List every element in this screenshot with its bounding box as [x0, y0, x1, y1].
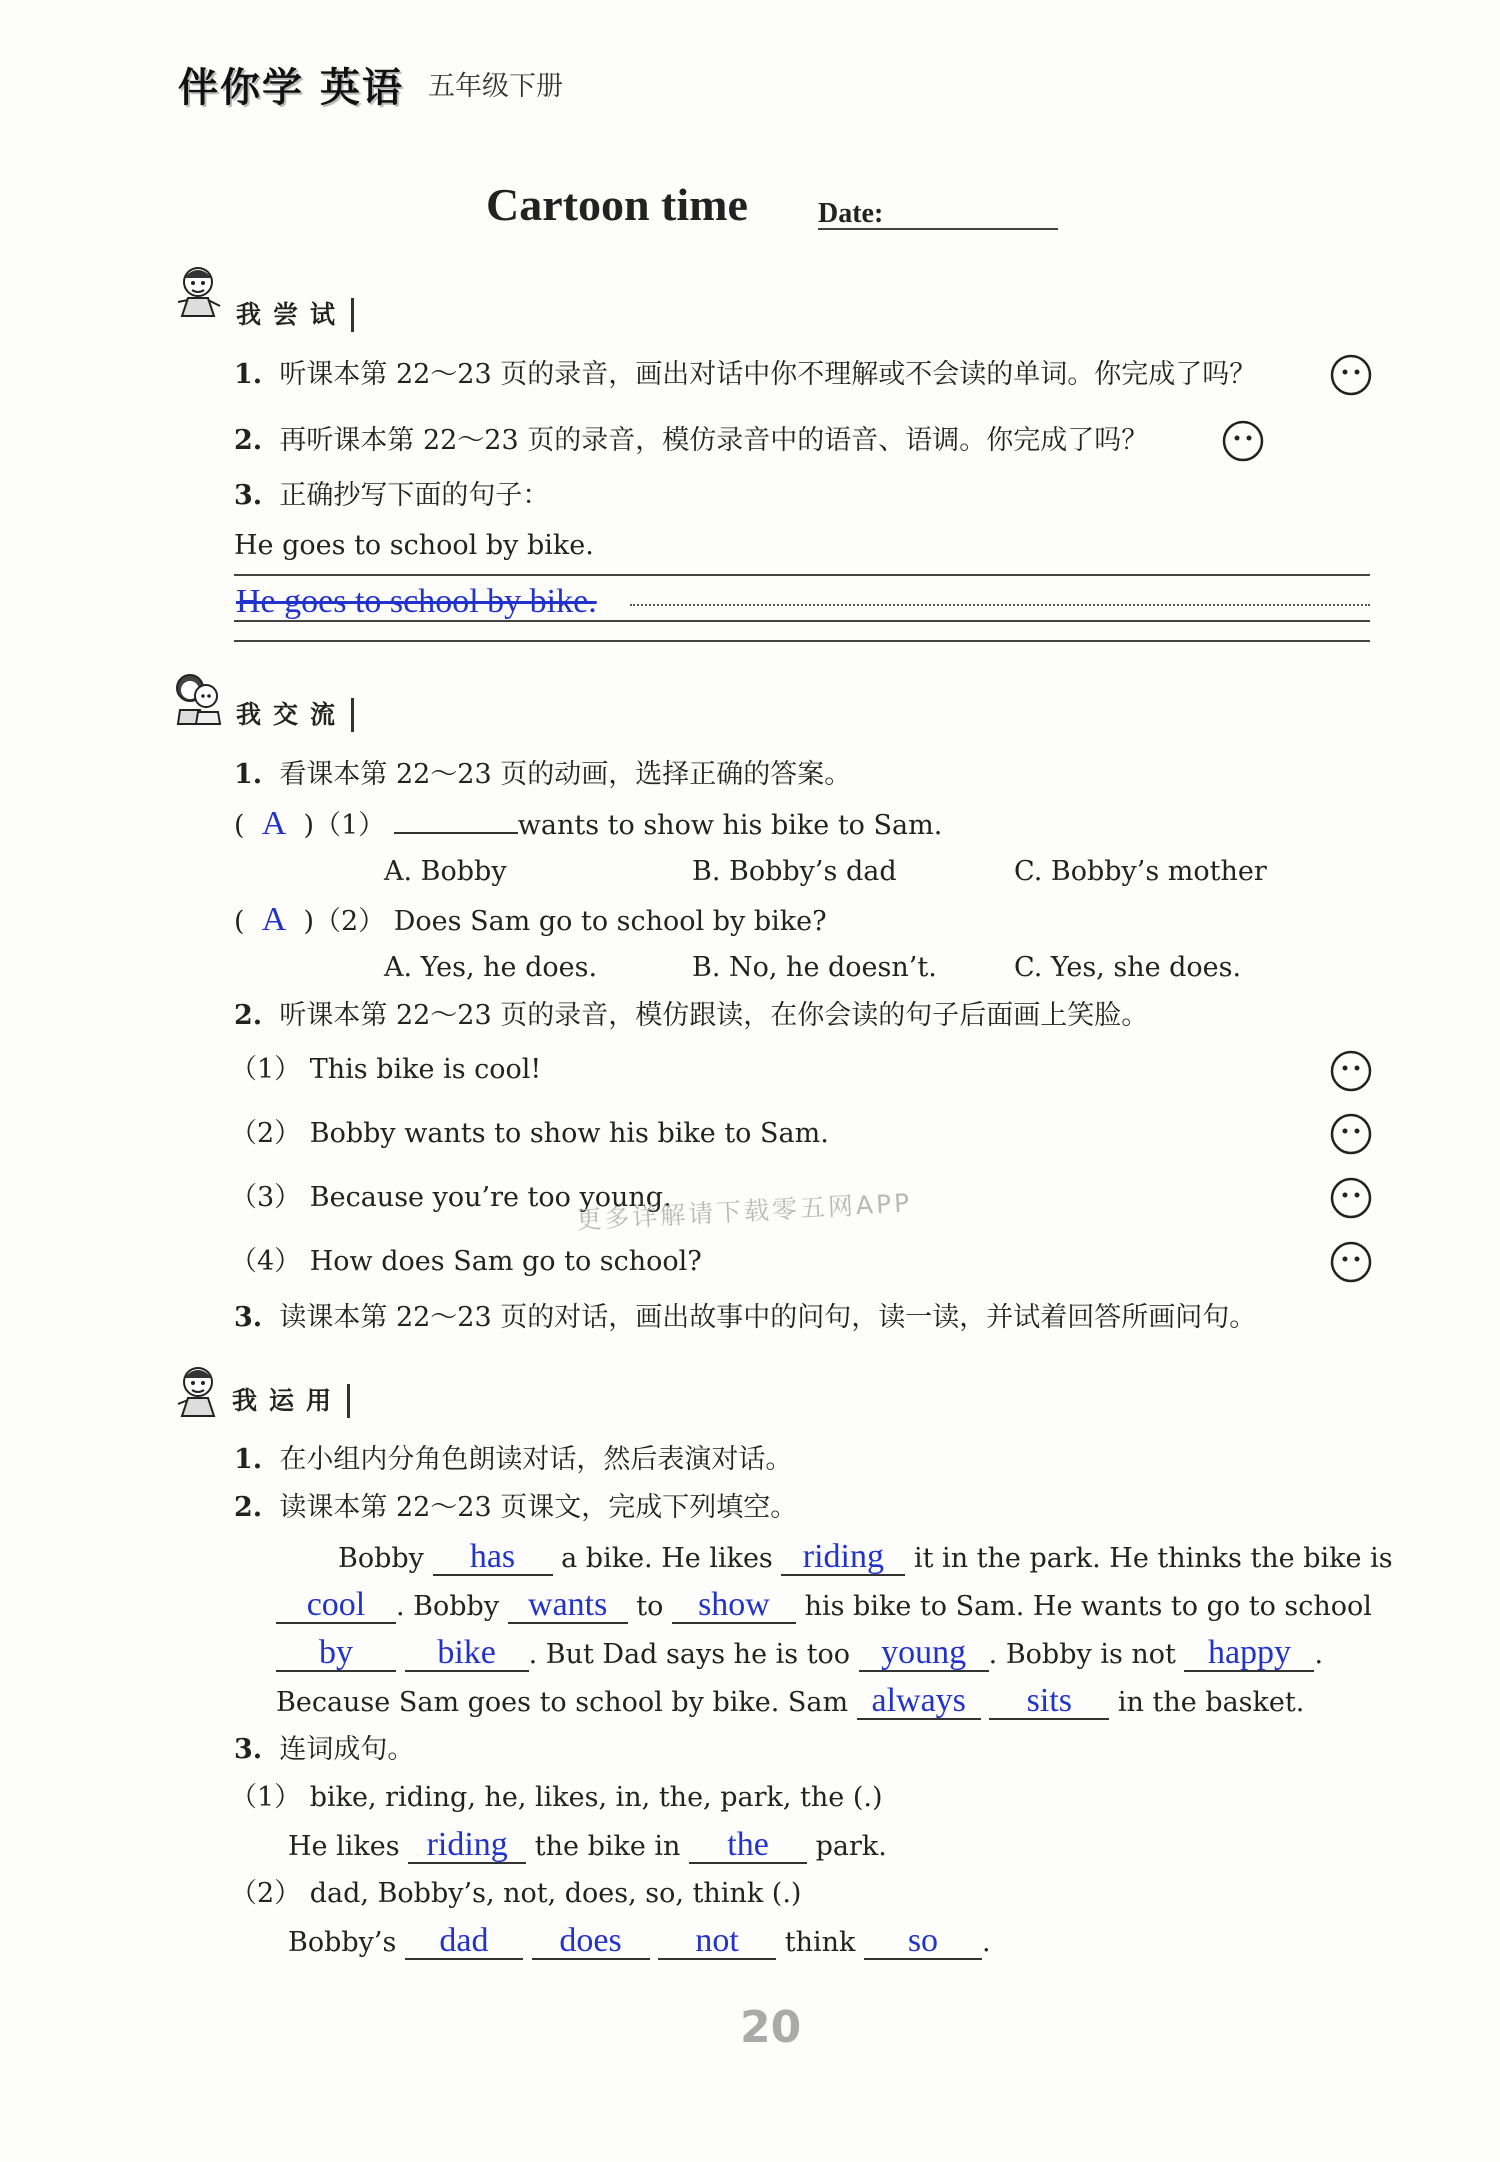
- blank-bike[interactable]: bike: [405, 1636, 529, 1672]
- try-item-3: 3. 正确抄写下面的句子：: [234, 480, 550, 511]
- answer-q1[interactable]: A: [261, 805, 287, 842]
- blank-w2-so[interactable]: so: [864, 1924, 982, 1960]
- cloze-line-2: cool . Bobby wants to show his bike to Sam. He wants to go to school: [276, 1588, 1372, 1625]
- blank-happy[interactable]: happy: [1184, 1636, 1314, 1672]
- writing-line-bottom: [234, 640, 1370, 642]
- page-number: 20: [740, 2002, 802, 2053]
- use-item-3: 3. 连词成句。: [234, 1734, 415, 1765]
- blank-w2-dad[interactable]: dad: [405, 1924, 523, 1960]
- smiley-face-icon[interactable]: [1330, 1113, 1372, 1155]
- talk-item-2: 2. 听课本第 22～23 页的录音，模仿跟读，在你会读的句子后面画上笑脸。: [234, 1000, 1149, 1031]
- smiley-face-icon[interactable]: [1222, 420, 1264, 462]
- blank-w1-the[interactable]: the: [689, 1828, 807, 1864]
- copied-sentence[interactable]: He goes to school by bike.: [236, 583, 597, 620]
- date-label: Date:: [818, 198, 884, 229]
- blank-show[interactable]: show: [672, 1588, 796, 1624]
- page-title: Cartoon time: [486, 179, 748, 230]
- question-1: ( A )（1） wants to show his bike to Sam.: [234, 805, 943, 842]
- try-item-2: 2. 再听课本第 22～23 页的录音，模仿录音中的语音、语调。你完成了吗？: [234, 425, 1149, 456]
- cloze-line-3: by bike . But Dad says he is too young . Bobby is not happy .: [276, 1636, 1323, 1673]
- word-order-1: （1） bike, riding, he, likes, in, the, park, the (.): [230, 1782, 883, 1813]
- read-sentence-3: （3） Because you’re too young.: [230, 1182, 672, 1213]
- blank-by[interactable]: by: [276, 1636, 396, 1672]
- writing-line-dotted: [630, 604, 1370, 606]
- two-kids-mascot-icon: [172, 666, 224, 726]
- blank-w1-riding[interactable]: riding: [408, 1828, 526, 1864]
- q1-option-a: A. Bobby: [384, 856, 507, 887]
- smiley-face-icon[interactable]: [1330, 354, 1372, 396]
- q2-option-b: B. No, he doesn’t.: [692, 952, 937, 983]
- section-heading-try: 我尝试: [236, 298, 354, 332]
- q2-option-c: C. Yes, she does.: [1014, 952, 1242, 983]
- blank-riding[interactable]: riding: [781, 1540, 905, 1576]
- word-order-2-answer: Bobby’s dad does not think so .: [288, 1922, 991, 1959]
- answer-q2[interactable]: A: [261, 901, 287, 938]
- use-item-2: 2. 读课本第 22～23 页课文，完成下列填空。: [234, 1492, 798, 1523]
- read-sentence-1: （1） This bike is cool!: [230, 1054, 542, 1085]
- smiley-face-icon[interactable]: [1330, 1050, 1372, 1092]
- talk-item-1: 1. 看课本第 22～23 页的动画，选择正确的答案。: [234, 759, 852, 790]
- blank-w2-does[interactable]: does: [532, 1924, 650, 1960]
- word-order-1-answer: He likes riding the bike in the park.: [288, 1826, 887, 1863]
- blank-q1[interactable]: [394, 832, 518, 834]
- read-sentence-4: （4） How does Sam go to school?: [230, 1246, 702, 1277]
- blank-wants[interactable]: wants: [508, 1588, 628, 1624]
- q2-option-a: A. Yes, he does.: [384, 952, 598, 983]
- blank-has[interactable]: has: [433, 1540, 553, 1576]
- date-line: [818, 228, 1058, 230]
- blank-young[interactable]: young: [859, 1636, 989, 1672]
- q1-option-b: B. Bobby’s dad: [692, 856, 897, 887]
- use-item-1: 1. 在小组内分角色朗读对话，然后表演对话。: [234, 1444, 793, 1475]
- blank-w2-not[interactable]: not: [658, 1924, 776, 1960]
- talk-item-3: 3. 读课本第 22～23 页的对话，画出故事中的问句，读一读，并试着回答所画问句。: [234, 1302, 1257, 1333]
- blank-sits[interactable]: sits: [989, 1684, 1109, 1720]
- cloze-line-1: Bobby has a bike. He likes riding it in the park. He thinks the bike is: [338, 1538, 1393, 1575]
- try-item-1: 1. 听课本第 22～23 页的录音，画出对话中你不理解或不会读的单词。你完成了吗？: [234, 359, 1257, 390]
- section-heading-use: 我运用: [232, 1384, 350, 1418]
- book-title: 伴你学 英语: [178, 65, 404, 111]
- watermark: 更多详解请下载零五网APP: [575, 1188, 913, 1235]
- q1-option-c: C. Bobby’s mother: [1014, 856, 1267, 887]
- smiley-face-icon[interactable]: [1330, 1177, 1372, 1219]
- smiley-face-icon[interactable]: [1330, 1241, 1372, 1283]
- girl-mascot-icon: [172, 1362, 224, 1422]
- writing-line-top: [234, 574, 1370, 576]
- girl-mascot-icon: [172, 262, 224, 322]
- model-sentence: He goes to school by bike.: [234, 530, 594, 561]
- book-subtitle: 五年级下册: [428, 71, 563, 102]
- section-heading-talk: 我交流: [236, 698, 354, 732]
- blank-always[interactable]: always: [857, 1684, 981, 1720]
- writing-line-middle: [234, 620, 1370, 622]
- question-2: ( A )（2） Does Sam go to school by bike?: [234, 901, 827, 938]
- read-sentence-2: （2） Bobby wants to show his bike to Sam.: [230, 1118, 829, 1149]
- cloze-line-4: Because Sam goes to school by bike. Sam always sits in the basket.: [276, 1682, 1305, 1719]
- blank-cool[interactable]: cool: [276, 1588, 396, 1624]
- word-order-2: （2） dad, Bobby’s, not, does, so, think (.): [230, 1878, 802, 1909]
